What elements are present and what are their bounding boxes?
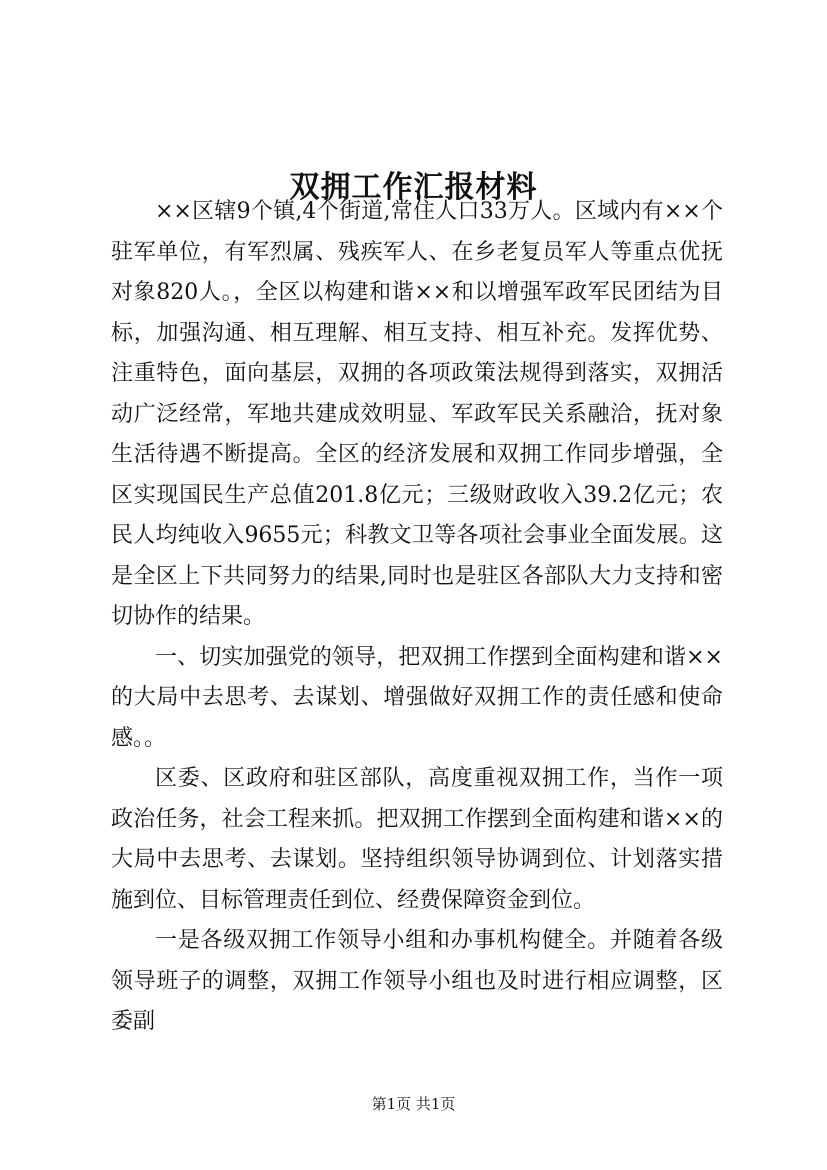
document-body (111, 192, 723, 1043)
document-title: 双拥工作汇报材料 (289, 170, 538, 206)
paragraph-leadership: 区委、区政府和驻区部队，高度重视双拥工作，当作一项政治任务，社会工程来抓。把双拥工作摆到全面构建和谐××的大局中去思考、去谋划。坚持组织领导协调到位、计划落实措施到位、目标管理责任到位、经费保障资金到位。 (111, 766, 723, 913)
paragraph-intro: ××区辖9个镇,4个街道,常住人口33万人。区域内有××个驻军单位，有军烈属、残疾军人、在乡老复员军人等重点优抚对象820人。，全区以构建和谐××和以增强军政军民团结为目标，加强沟通、相互理解、相互支持、相互补充。发挥优势、注重特色，面向基层，双拥的各项政策法规得到落实，双拥活动广泛经常，军地共建成效明显、军政军民关系融洽，抚对象生活待遇不断提高。全区的经济发展和双拥工作同步增强，全区实现国民生产总值201.8亿元；三级财政收入39.2亿元；农民人均纯收入9655元；科教文卫等各项社会事业全面发展。这是全区上下共同努力的结果,同时也是驻区各部队大力支持和密切协作的结果。 (111, 199, 723, 629)
paragraph-section-one-heading: 一、切实加强党的领导，把双拥工作摆到全面构建和谐××的大局中去思考、去谋划、增强做好双拥工作的责任感和使命感。。 (111, 644, 723, 751)
page-footer: 第1页 共1页 (371, 1095, 456, 1113)
paragraph-point-one: 一是各级双拥工作领导小组和办事机构健全。并随着各级领导班子的调整，双拥工作领导小组也及时进行相应调整，区委副 (111, 928, 723, 1034)
